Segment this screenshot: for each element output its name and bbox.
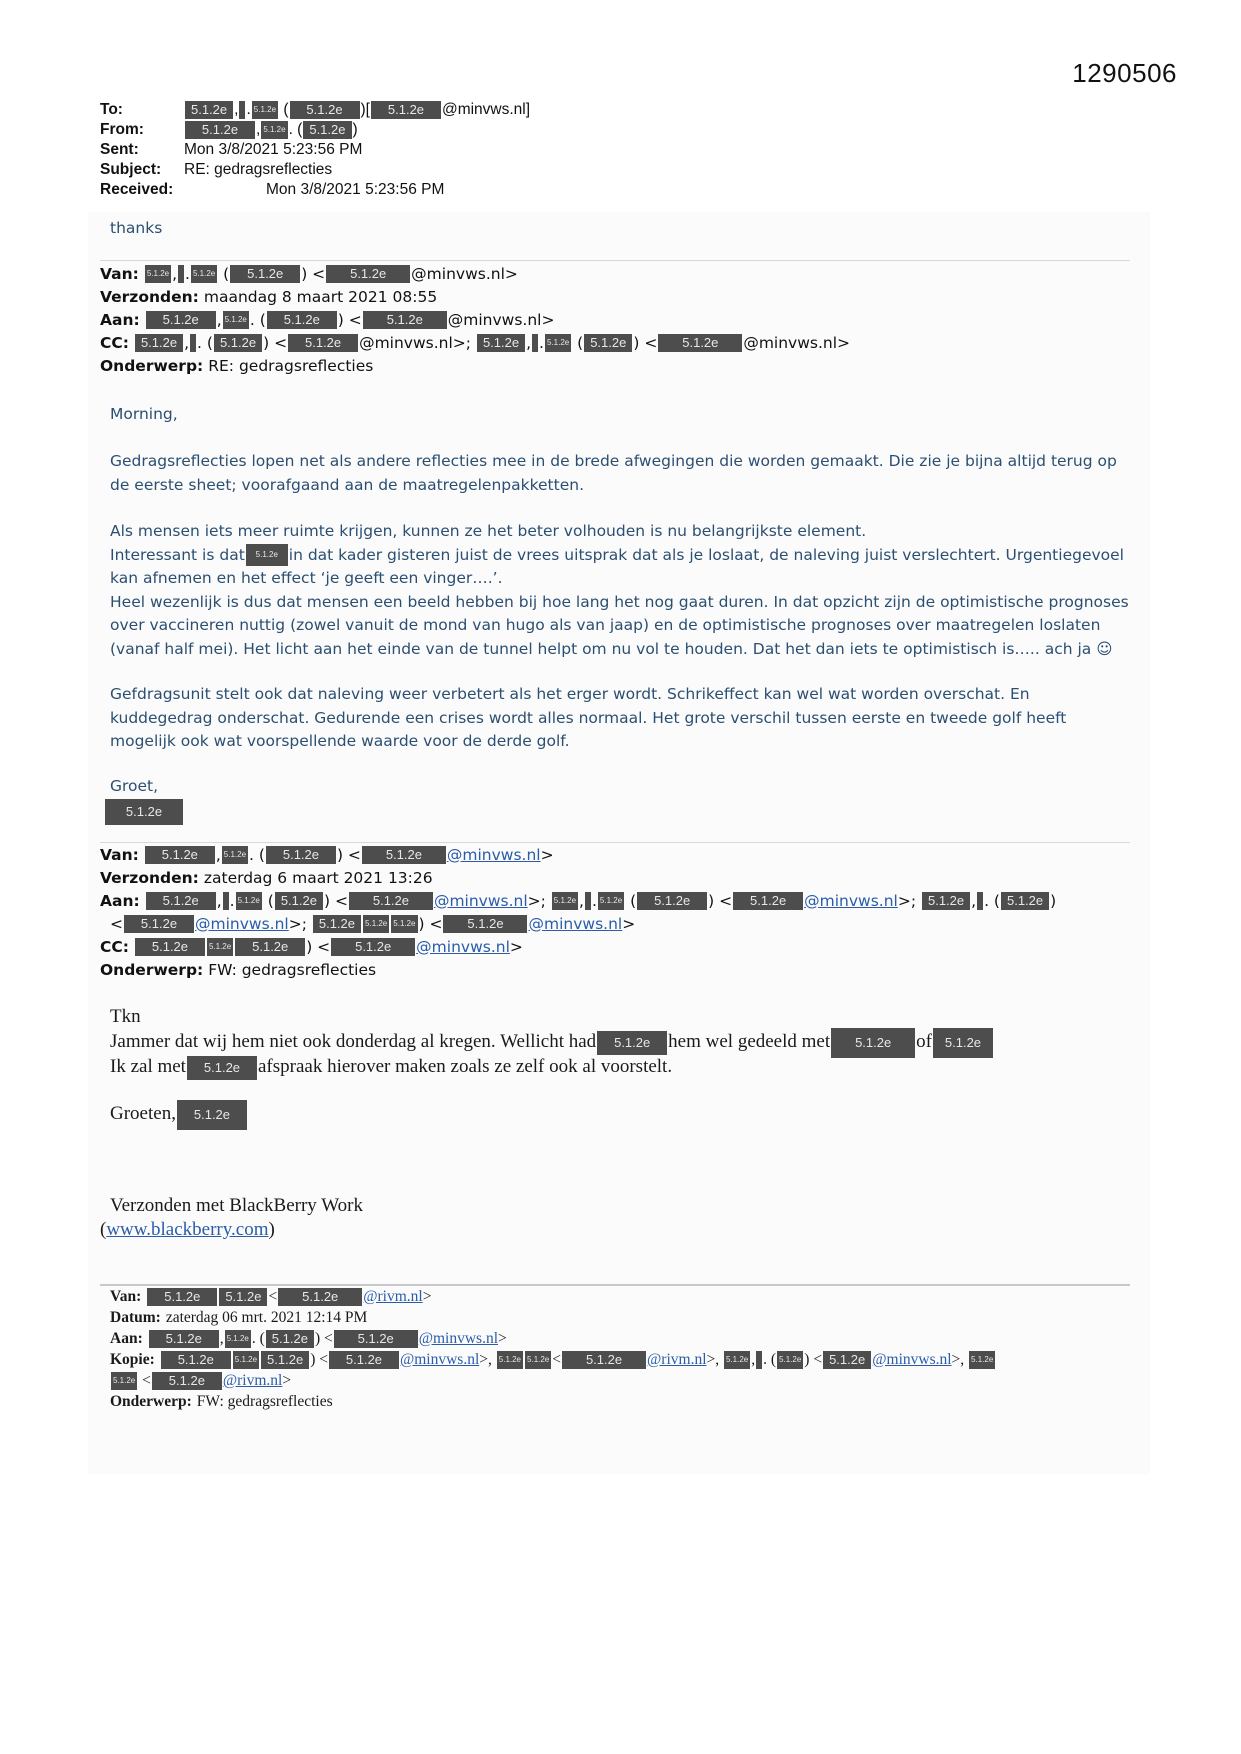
redaction: 5.1.2e xyxy=(334,1330,418,1348)
redaction xyxy=(977,892,983,910)
redaction: 5.1.2e xyxy=(777,1351,803,1369)
sent-row: Sent: Mon 3/8/2021 5:23:56 PM xyxy=(100,141,363,158)
email-link[interactable]: @minvws.nl xyxy=(433,891,528,910)
redaction: 5.1.2e xyxy=(831,1028,915,1058)
email-link[interactable]: @rivm.nl xyxy=(222,1371,283,1389)
redaction xyxy=(532,334,538,352)
email-link[interactable]: @minvws.nl xyxy=(872,1350,952,1368)
redaction: 5.1.2e xyxy=(363,311,447,329)
redaction: 5.1.2e xyxy=(185,121,255,139)
redaction: 5.1.2e xyxy=(562,1351,646,1369)
redaction xyxy=(239,101,245,119)
blackberry-link[interactable]: www.blackberry.com xyxy=(106,1219,269,1240)
signature-redaction: 5.1.2e xyxy=(104,799,184,825)
email-link[interactable]: @minvws.nl xyxy=(399,1350,480,1368)
redaction: 5.1.2e xyxy=(278,1288,362,1306)
paragraph: Gefdragsunit stelt ook dat naleving weer verbetert als het erger wordt. Schrikeffect kan wel wat worden overschat. En kuddegedrag onderschat. Gedurende een crises wordt alles normaal. Het grote verschil tussen eerste en tweede golf heeft mogelijk ook wat voorspellende waarde voor de derde golf. xyxy=(110,685,1067,750)
redaction: 5.1.2e xyxy=(362,846,446,864)
redaction: 5.1.2e xyxy=(267,311,337,329)
redaction: 5.1.2e xyxy=(371,101,441,119)
redaction: 5.1.2e xyxy=(266,846,336,864)
redaction: 5.1.2e xyxy=(658,334,742,352)
redaction: 5.1.2e xyxy=(584,334,632,352)
divider xyxy=(100,260,1130,261)
redaction: 5.1.2e xyxy=(246,544,288,566)
received-row: Received: Mon 3/8/2021 5:23:56 PM xyxy=(100,181,445,198)
redaction: 5.1.2e xyxy=(275,892,323,910)
email-link[interactable]: @minvws.nl xyxy=(418,1329,499,1347)
redaction: 5.1.2e xyxy=(214,334,262,352)
redaction: 5.1.2e xyxy=(207,938,233,956)
redaction: 5.1.2e xyxy=(933,1028,993,1058)
redaction: 5.1.2e xyxy=(525,1351,551,1369)
redaction: 5.1.2e xyxy=(261,1351,309,1369)
redaction: 5.1.2e xyxy=(185,101,233,119)
redaction xyxy=(223,892,229,910)
redaction: 5.1.2e xyxy=(187,1056,257,1080)
redaction: 5.1.2e xyxy=(161,1351,231,1369)
email-link[interactable]: @minvws.nl xyxy=(195,914,289,933)
redaction: 5.1.2e xyxy=(497,1351,523,1369)
redaction: 5.1.2e xyxy=(597,1031,667,1055)
redaction: 5.1.2e xyxy=(191,265,217,283)
redaction: 5.1.2e xyxy=(145,265,171,283)
message-body: Tkn Jammer dat wij hem niet ook donderdag al kregen. Wellicht had 5.1.2e hem wel gedeeld met 5.1.2e of 5.1.2e Ik zal met 5.1.2e afspraak hierover maken zoals ze zelf ook al voorstelt. Groeten, 5.1.2e xyxy=(110,1005,994,1127)
redaction: 5.1.2e xyxy=(477,334,525,352)
redaction: 5.1.2e xyxy=(230,265,300,283)
redaction: 5.1.2e xyxy=(552,892,578,910)
redaction: 5.1.2e xyxy=(313,915,361,933)
redaction: 5.1.2e xyxy=(261,121,287,139)
email-link[interactable]: @minvws.nl xyxy=(446,845,541,864)
paragraph: Als mensen iets meer ruimte krijgen, kunnen ze het beter volhouden is nu belangrijkste element. Interessant is dat 5.1.2e in dat kader gisteren juist de vrees uitsprak dat als je loslaat, de naleving juist verslechtert. Urgentiegevoel kan afnemen en het effect ‘je geeft een vinger….’. Heel wezenlijk is dus dat mensen een beeld hebben bij hoe lang het nog gaat duren. In dat opzicht zijn de optimistische prognoses over vaccineren nuttig (zowel vanuit de mond van hugo als van jaap) en de optimistische prognoses over maatregelen loslaten (vanaf half mei). Het licht aan het einde van de tunnel helpt om nu vol te houden. Dat het dan iets te optimistisch is….. ach ja ☺ xyxy=(110,522,1129,658)
email-link[interactable]: @rivm.nl xyxy=(363,1287,423,1305)
redaction xyxy=(585,892,591,910)
redaction: 5.1.2e xyxy=(124,915,194,933)
redaction: 5.1.2e xyxy=(545,334,571,352)
greeting: Morning, xyxy=(110,405,178,423)
message-header: Van: 5.1.2e , . 5.1.2e ( 5.1.2e ) < 5.1.2e @minvws.nl> Verzonden: maandag 8 maart 2021 08:55 Aan: 5.1.2e , 5.1.2e . ( 5.1.2e ) < 5.1.2e @minvws.nl> CC: 5.1.2e , . ( 5.1.2e ) < 5.1.2e @minvws.nl>; 5.1.2e , . 5.1.2e ( 5.1.2e ) < 5.1.2e @minvws.nl> Onderwerp: RE: gedragsreflecties xyxy=(100,264,851,375)
redaction: 5.1.2e xyxy=(145,846,215,864)
redaction: 5.1.2e xyxy=(146,892,216,910)
redaction: 5.1.2e xyxy=(637,892,707,910)
redaction: 5.1.2e xyxy=(146,311,216,329)
redaction: 5.1.2e xyxy=(135,334,183,352)
redaction: 5.1.2e xyxy=(219,1288,267,1306)
email-link[interactable]: @minvws.nl xyxy=(528,914,623,933)
redaction: 5.1.2e xyxy=(290,101,360,119)
to-row: To: 5.1.2e , . 5.1.2e ( 5.1.2e )[ 5.1.2e @minvws.nl] xyxy=(100,101,531,118)
subject-row: Subject: RE: gedragsreflecties xyxy=(100,161,333,178)
redaction: 5.1.2e xyxy=(331,938,415,956)
message-header: Van: 5.1.2e 5.1.2e < 5.1.2e @rivm.nl > Datum: zaterdag 06 mrt. 2021 12:14 PM Aan: 5.1.2e , 5.1.2e . ( 5.1.2e ) < 5.1.2e @minvws.nl > Kopie: 5.1.2e 5.1.2e 5.1.2e ) < 5.1.2e @minvws.nl >, 5.1.2e 5.1.2e < 5.1.2e @rivm.nl >, 5.1.2e , . ( 5.1.2e ) < 5.1.2e @minvws.nl >, 5.1.2e 5.1.2e < 5.1.2e @rivm.nl > Onderwerp: FW: gedragsreflecties xyxy=(110,1287,994,1410)
redaction: 5.1.2e xyxy=(288,334,358,352)
redaction: 5.1.2e xyxy=(147,1288,217,1306)
redaction xyxy=(178,265,184,283)
redaction: 5.1.2e xyxy=(329,1351,399,1369)
redaction: 5.1.2e xyxy=(223,311,249,329)
redaction xyxy=(756,1351,762,1369)
signoff: Groet, xyxy=(110,777,159,795)
redaction: 5.1.2e xyxy=(598,892,624,910)
redaction: 5.1.2e xyxy=(236,892,262,910)
redaction: 5.1.2e xyxy=(266,1330,314,1348)
blackberry-link-wrap: (www.blackberry.com) xyxy=(100,1219,275,1240)
redaction: 5.1.2e xyxy=(235,938,305,956)
redaction: 5.1.2e xyxy=(222,846,248,864)
from-row: From: 5.1.2e , 5.1.2e . ( 5.1.2e ) xyxy=(100,121,358,138)
redaction: 5.1.2e xyxy=(225,1330,251,1348)
email-link[interactable]: @rivm.nl xyxy=(647,1350,707,1368)
redaction: 5.1.2e xyxy=(969,1351,995,1369)
redaction: 5.1.2e xyxy=(922,892,970,910)
redaction: 5.1.2e xyxy=(443,915,527,933)
sent-with: Verzonden met BlackBerry Work xyxy=(110,1195,363,1216)
outlook-header xyxy=(100,100,530,200)
redaction xyxy=(190,334,196,352)
redaction: 5.1.2e xyxy=(724,1351,750,1369)
redaction: 5.1.2e xyxy=(391,915,417,933)
redaction: 5.1.2e xyxy=(111,1372,137,1390)
paragraph: Gedragsreflecties lopen net als andere reflecties mee in de brede afwegingen die worden gemaakt. Die zie je bijna altijd terug op de eerste sheet; voorafgaand aan de maatregelenpakketten. xyxy=(110,452,1117,494)
redaction: 5.1.2e xyxy=(363,915,389,933)
redaction: 5.1.2e xyxy=(1001,892,1049,910)
email-link[interactable]: @minvws.nl xyxy=(416,937,510,956)
email-link[interactable]: @minvws.nl xyxy=(804,891,898,910)
message-header: Van: 5.1.2e , 5.1.2e . ( 5.1.2e ) < 5.1.2e @minvws.nl > Verzonden: zaterdag 6 maart 2021 13:26 Aan: 5.1.2e , . 5.1.2e ( 5.1.2e ) < 5.1.2e @minvws.nl >; 5.1.2e , . 5.1.2e ( 5.1.2e ) < 5.1.2e @minvws.nl >; 5.1.2e , . ( 5.1.2e ) < 5.1.2e @minvws.nl >; 5.1.2e 5.1.2e 5.1.2e ) < 5.1.2e @minvws.nl > CC: 5.1.2e 5.1.2e 5.1.2e ) < 5.1.2e @minvws.nl > Onderwerp: FW: gedragsreflecties xyxy=(100,845,1057,979)
redaction: 5.1.2e xyxy=(252,101,278,119)
redaction: 5.1.2e xyxy=(349,892,433,910)
redaction: 5.1.2e xyxy=(233,1351,259,1369)
redaction: 5.1.2e xyxy=(149,1330,219,1348)
redaction: 5.1.2e xyxy=(303,121,351,139)
redaction: 5.1.2e xyxy=(177,1100,247,1130)
redaction: 5.1.2e xyxy=(135,938,205,956)
redaction: 5.1.2e xyxy=(823,1351,871,1369)
reply-text: thanks xyxy=(110,219,163,237)
redaction: 5.1.2e xyxy=(733,892,803,910)
redaction: 5.1.2e xyxy=(152,1372,222,1390)
redaction: 5.1.2e xyxy=(326,265,410,283)
document-id: 1290506 xyxy=(1072,58,1177,88)
